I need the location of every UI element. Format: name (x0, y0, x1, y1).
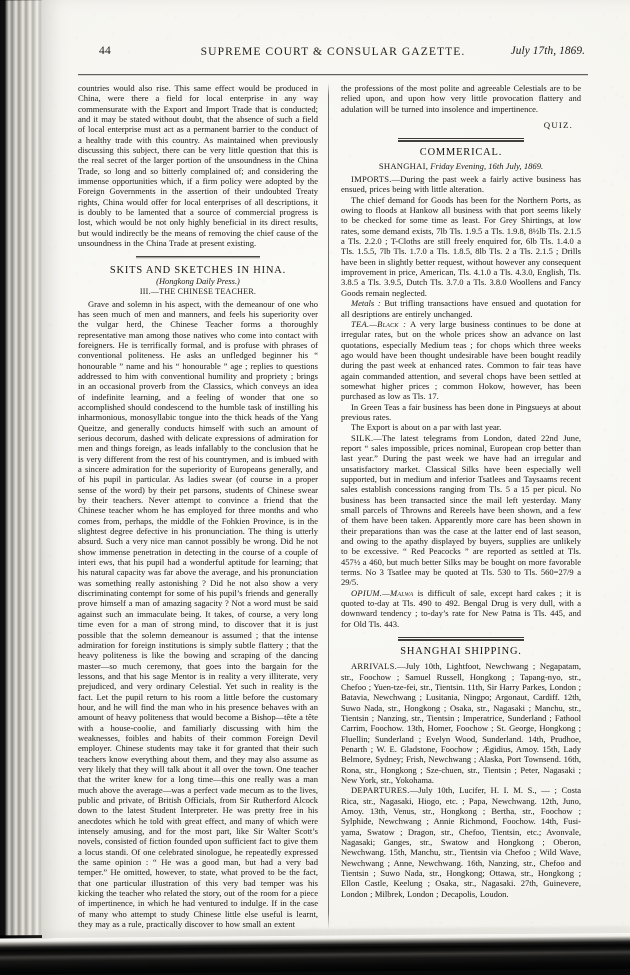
paragraph-lead-in: OPIUM.—Malwa (351, 588, 413, 598)
page-number: 44 (99, 45, 111, 57)
commercial-paragraph (341, 422, 581, 432)
issue-date: July 17th, 1869. (511, 45, 585, 57)
running-head (78, 45, 588, 71)
skits-article-source: (Hongkong Daily Press.) (78, 277, 318, 286)
book-page-edges-bottom (0, 933, 630, 974)
departures-lead-in: DEPARTURES. (351, 785, 410, 795)
commercial-paragraph (341, 433, 581, 588)
commercial-divider-rule (398, 138, 524, 142)
printed-page (42, 0, 630, 938)
commercial-paragraph (341, 402, 581, 423)
skits-article-title: SKITS AND SKETCHES IN HINA. (78, 265, 318, 276)
shipping-departures-entry (341, 785, 581, 899)
paragraph-text: —The latest telegrams from London, dated 22nd June, report “ sales impossible, prices nominal, European crop better than last year.” During the past week we have had an irregular and unsatisfactory market. Classical Silks have been especially well supported, but in medium and inferior Tsatlees and Taysaams recent sales establish concessions ranging from Tls. 5 a 15 per picul. No business has been transacted since the mail left yesterday. Many small parcels of Throwns and Rereels have been shown, and a few of them have been taken. Apparently more care has been shown in their preparations than was the case at the latter end of last season, and owing to the apathy displayed by buyers, supplies are unlikely to be excessive. “ Red Peacocks ” are reported as settled at Tls. 457½ a 460, but much better Silks may be bought on more favorable terms. No 3 Tsatlee may be quoted at Tls. 530 to Tls. 560=27/9 a 29/5. (341, 433, 581, 588)
dateline-place: SHANGHAI, (379, 161, 428, 171)
skits-article-subtitle: III.—THE CHINESE TEACHER. (78, 287, 318, 296)
paragraph-text: A very large business continues to be done at irregular rates, but on the whole prices show an advance on last quotations, especially Medium teas ; for chops which three weeks ago would have been thought undesirable have been bought readily during the past week at enhanced rates. Common to fair teas have again commanded attention, and several chops have been settled at somewhat higher prices ; common Hokow, however, has been purchased as low as Tls. 17. (341, 319, 581, 401)
skits-article-body: Grave and solemn in his aspect, with the demeanour of one who has seen much of men and manners, and feels his superiority over the vulgar herd, the Chinese Teacher forms a thoroughly representative man among those natives who come into contact with foreigners. He is terrifically formal, and is profuse with phrases of conventional politeness. He asks an unfledged beginner his “ honourable ” name and his “ honourable ” age ; replies to questions addressed to him with conventional humility and propriety ; brings in an occasional proverb from the Classics, which conveys an idea of indefinite learning, and a feeling of wonder that one so accomplished should condescend to the humble task of instilling his inharmonious, monosyllabic tongue into the thick heads of the Yang Queitze, and generally conducts himself with such an amount of serious decorum, dashed with delicate expressions of admiration for men and things foreign, as leads infallably to the conclusion that he is very different from the rest of his countrymen, and is imbued with a sincere admiration for the superiority of Europeans generally, and of his pupil in particular. As ladies swear (of course in a proper sense of the word) by their pet parsons, students of Chinese swear by their teachers. Never attempt to convince a friend that the Chinese teacher whom he has employed for three months and who comes from, perhaps, the middle of the Fohkien Province, is in the slightest degree defective in his pronunciation. The thing is utterly absurd. Such a very nice man cannot possibly be wrong. Did he not show immense penetration in detecting in the course of a couple of interi ews, that his pupil had a wonderful aptitude for learning; that his natural capacity was far above the average, and his pronunciation was something really astonishing ? Did he not also show a very discriminating contempt for some of his pupil’s friends and generally prove himself a man of amazing sagacity ? Not a word must be said against such an immaculate being. It takes, of course, a very long time even for a man of strong mind, to discover that it is just possible that the solemn demeanour is assumed ; that the intense admiration for foreign institutions is simply subtle flattery ; that the heavy politeness is like the bowing and scraping of the dancing master—so much ceremony, that goes into the bargain for the lessons, and that his sage Mentor is in reality a very illiterate, very prejudiced, and very ordinary Celestial. Yet such in reality is the fact. Let the pupil return to his room a little before the customary hour, and he will find the man who in his presence behaves with an amount of heavy politeness that would become a Bishop—tête a tête with a house-coolie, and familiarly discussing with him the weaknesses, foibles and habits of their common Foreign Devil employer. Chinese students may take it for granted that their such teachers know everything about them, and they may also assume as very likely that they will talk about it all over the town. One teacher that the writer knew for a long time—this one really was a man much above the average—was a perfect vade mecum as to the lives, public and private, of British Officials, from Sir Rutherford Alcock down to the latest Student Interpreter. He was pretty free in his anecdotes which he told with great effect, and many of which were intensely amusing, and for the most part, like Sir Walter Scott’s novels, consisted of fiction founded upon sufficient fact to give them a locus standi. Of one celebrated sinologue, he repeatedly expressed the same opinion : “ He was a good man, but had a very bad temper.” He omitted, however, to state, what proved to be the fact, that one particular illustration of this very bad temper was his kicking the teacher who related the story, out of the room for a piece of impertinence, in which he had ventured to indulge. If in the case of many who attempt to study Chinese little else useful is learnt, they may as a rule, practically discover to how small an extent (78, 299, 318, 930)
two-column-layout (78, 83, 588, 929)
departures-text: —July 10th, Lucifer, H. I. M. S., — ; Costa Rica, str., Nagasaki, Hiogo, etc. ; Papa, Newchwang. 12th, Juno, Amoy. 13th, Venus, str., Hongkong ; Bertha, str., Foochow ; Sylphide, Newchwang ; Annie Richmond, Foochow. 14th, Fusi-yama, Swatow ; Dragon, str., Chefoo, Tientsin, etc.; Avonvale, Nagasaki; Ganges, str., Swatow and Hongkong ; Oberon, Newchwang. 15th, Manchu, str., Tientsin via Chefoo ; Wild Wave, Newchwang ; Anne, Newchwang. 16th, Nanzing, str., Chefoo and Tientsin ; Suwo Nada, str., Hongkong; Ottawa, str., Hongkong ; Ellon Castle, Keelung ; Osaka, str., Nagasaki. 27th, Guinevere, London ; Milbrek, London ; Decapolis, Loudon. (341, 785, 581, 898)
paragraph-text: But trifling transactions have ensued and quotation for all desriptions are entirely unchanged. (341, 298, 581, 318)
paragraph-text: The chief demand for Goods has been for the Northern Ports, as owing to floods at Hankow all business with that port seems likely to be checked for some time as least. For Grey Shirtings, at low rates, some demand exists, 7lb Tls. 1.9.5 a Tls. 1.9.8, 8½lb Tls. 2.1.5 a Tls. 2.2.0 ; T-Cloths are still freely enquired for, 6lb Tls. 1.4.0 a Tls. 1.5.5, 7lb Tls. 1.7.0 a Tls. 1.8.5, 8lb Tls. 2 a Tls. 2.1.5 ; Drills have been in slightly better request, without however any consequent improvement in price, American, Tls. 4.1.0 a Tls. 4.3.0, English, Tls. 3.8.5 a Tls. 3.9.5, Dutch Tls. 3.7.0 a Tls. 3.8.0 Woollens and Fancy Goods remain neglected. (341, 195, 581, 298)
shipping-list (341, 661, 581, 899)
commercial-paragraph (341, 588, 581, 629)
paragraph-lead-in: TEA.—Black : (351, 319, 406, 329)
shipping-divider-rule (398, 637, 524, 641)
shipping-section-title: SHANGHAI SHIPPING. (341, 646, 581, 657)
column-divider-rule (328, 83, 329, 929)
paragraph-lead-in: SILK. (351, 433, 373, 443)
commercial-paragraph (341, 195, 581, 298)
paragraph-text: The Export is about on a par with last year. (351, 422, 501, 432)
publication-title: SUPREME COURT & CONSULAR GAZETTE. (78, 45, 588, 58)
page-content (78, 0, 588, 929)
paragraph-lead-in: Metals : (351, 298, 381, 308)
left-column (78, 83, 326, 929)
right-column (331, 83, 581, 929)
continued-editorial-paragraph: countries would also rise. This same effect would be produced in China, were there a field for local enterprise in any way commensurate with the Export and Import Trade that is conducted; and it may be stated without doubt, that the absence of such a field of local enterprise must act as a permanent barrier to the conduct of a healthy trade with this country. As maintained when previously discussing this subject, there can be very little question that this is the real secret of the larger portion of the unsoundness in the China Trade, so long and so bitterly complained of; and considering the immense opportunities which, if a firm policy were adopted by the Foreign Governments in the assertion of their undoubted Treaty rights, China would offer for local enterprises of all descriptions, it is doubly to be lamented that a source of commercial progress is lost, which would be not only highly beneficial in its direct results, but would indirectly be the means of removing the chief cause of the unsoundness in the China Trade at present existing. (78, 83, 318, 249)
arrivals-text: —July 10th, Lightfoot, Newchwang ; Negapatam, str., Foochow ; Samuel Russell, Hongkong ; Tapang-nyo, str., Chefoo ; Yuen-tze-fei, str., Tientsin. 11th, Sir Harry Parkes, London ; Batavia, Newchwang ; Lusitania, Ningpo; Argonaut, Cardiff. 12th, Suwo Nada, str., Hongkong ; Osaka, str., Nagasaki ; Manchu, str., Tientsin ; Nanzing, str., Tientsin ; Imperatrice, Sunderland ; Fathool Carrim, Foochow. 13th, Homer, Foochow ; St. George, Hongkong ; Fluellin; Sunderland ; Evelyn Wood, Sunderland. 14th, Prudhoe, Penarth ; W. E. Gladstone, Foochow ; Ægidius, Amoy. 15th, Lady Belmore, Sydney; Frish, Newchwang ; Alaska, Port Townsend. 16th, Rona, str., Hongkong ; Sze-chuen, str., Tientsin ; Peter, Nagasaki ; New York, str., Yokohama. (341, 661, 581, 785)
commercial-report-body (341, 174, 581, 629)
shipping-arrivals-entry (341, 661, 581, 785)
commercial-paragraph (341, 174, 581, 195)
paragraph-text: In Green Teas a fair business has been done in Pingsueys at about previous rates. (341, 402, 581, 422)
section-divider-rule (136, 256, 260, 259)
commercial-dateline (341, 161, 581, 171)
dateline-date: Friday Evening, 16th July, 1869. (430, 161, 543, 171)
commercial-paragraph (341, 319, 581, 402)
commercial-section-title: COMMERICAL. (341, 147, 581, 158)
article-signature: QUIZ. (341, 120, 581, 130)
commercial-paragraph (341, 298, 581, 319)
paragraph-text: is difficult of sale, except hard cakes ; it is quoted to-day at Tls. 490 to 492. Bengal Drug is very dull, with a downward tendency ; to-day’s rate for New Patna is Tls. 445, and for Old Tls. 443. (341, 588, 581, 629)
continued-editorial-paragraph-right: the professions of the most polite and agreeable Celestials are to be relied upon, and upon how very little provocation flattery and adulation will be turned into insolence and impertinence. (341, 83, 581, 114)
header-divider-rule (78, 74, 588, 76)
arrivals-lead-in: ARRIVALS. (351, 661, 397, 671)
paragraph-lead-in: IMPORTS. (351, 174, 392, 184)
paragraph-text: —During the past week a fairly active business has ensued, prices being with little alteration. (341, 174, 581, 194)
